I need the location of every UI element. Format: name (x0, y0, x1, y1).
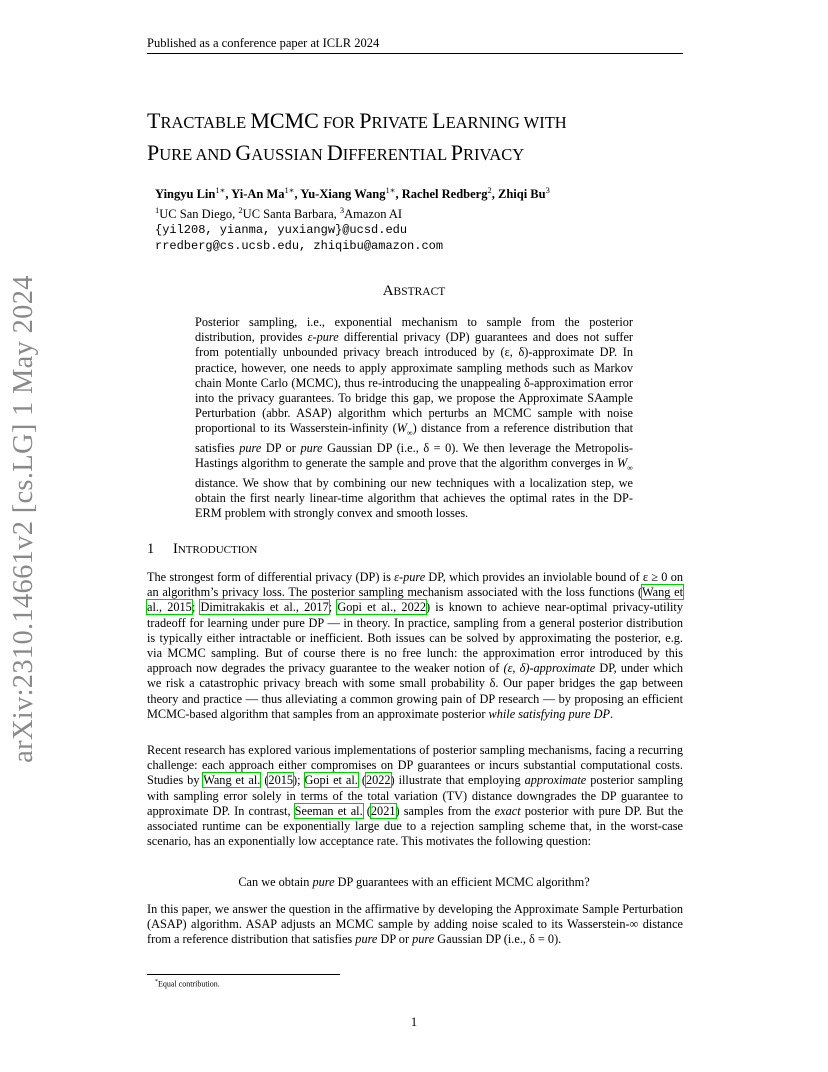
paper-title: TRACTABLE MCMC FOR PRIVATE LEARNING WITH PURE AND GAUSSIAN DIFFERENTIAL PRIVACY (147, 108, 567, 165)
research-question: Can we obtain pure DP guarantees with an efficient MCMC algorithm? (238, 875, 590, 889)
header-rule (147, 53, 683, 54)
intro-paragraph-1: The strongest form of differential privacy (DP) is ε-pure DP, which provides an inviolable bound of ε ≥ 0 on an algorithm’s privacy loss. The posterior sampling mechanism associated with the loss functions (Wang et al., 2015; Dimitrakakis et al., 2017; Gopi et al., 2022) is known to achieve near-optimal privacy-utility tradeoff for learning under pure DP — in theory. In practice, sampling from a general posterior distribution is typically either intractable or inefficient. Both issues can be solved by approximating the posterior, e.g. via MCMC sampling. But of course there is no free lunch: the approximation error introduced by this approach now degrades the privacy guarantee to the weaker notion of (ε, δ)-approximate DP, under which we risk a catastrophic privacy breach with some small probability δ. Our paper bridges the gap between theory and practice — thus alleviating a common growing pain of DP research — by proposing an efficient MCMC-based algorithm that samples from an approximate posterior while satisfying pure DP. (147, 570, 684, 721)
author-block (155, 182, 550, 254)
running-header: Published as a conference paper at ICLR 2024 (147, 36, 380, 50)
citation-link[interactable]: Gopi et al., 2022 (337, 600, 427, 615)
abstract-heading: ABSTRACT (382, 283, 446, 299)
citation-link[interactable]: Dimitrakakis et al., 2017 (200, 600, 329, 615)
citation-link[interactable]: Wang et al., 2015 (147, 585, 684, 615)
email-others: rredberg@cs.ucsb.edu, zhiqibu@amazon.com (155, 239, 444, 254)
email-ucsd: {yil208, yianma, yuxiangw}@ucsd.edu (155, 223, 408, 238)
citation-link[interactable]: 2015 (268, 773, 294, 788)
abstract-text: Posterior sampling, i.e., exponential mechanism to sample from the posterior distribution, provides ε-pure differential privacy (DP) guarantees and does not suffer from potentially unbounded privacy breach introduced by (ε, δ)-approximate DP. In practice, however, one needs to apply approximate sampling methods such as Markov chain Monte Carlo (MCMC), thus re-introducing the unappealing δ-approximation error into the privacy guarantees. To bridge this gap, we propose the Approximate SAample Perturbation (abbr. ASAP) algorithm which perturbs an MCMC sample with noise proportional to its Wasserstein-infinity $(W_\infty)$ distance from a reference distribution that satisfies pure DP or pure Gaussian DP (i.e., δ = 0). We then leverage the Metropolis-Hastings algorithm to generate the sample and prove that the algorithm converges in $W_\infty$ distance. We show that by combining our new techniques with a localization step, we obtain the first nearly linear-time algorithm that achieves the optimal rates in the DP-ERM problem with strongly convex and smooth losses. (195, 315, 634, 521)
citation-link[interactable]: Gopi et al. (304, 773, 358, 788)
footnote-rule (147, 974, 340, 975)
section-heading-introduction: 1 INTRODUCTION (147, 541, 258, 557)
arxiv-id: arXiv:2310.14661v2 [cs.LG] 1 May 2024 (8, 275, 39, 763)
affiliations: $^1$UC San Diego, $^2$UC Santa Barbara, $^3$Amazon AI (155, 205, 403, 222)
page-number: 1 (410, 1015, 418, 1029)
citation-link[interactable]: Wang et al. (203, 773, 261, 788)
citation-link[interactable]: 2021 (370, 803, 396, 818)
arxiv-watermark (6, 275, 42, 763)
citation-link[interactable]: 2022 (365, 773, 391, 788)
citation-link[interactable]: Seeman et al. (294, 803, 363, 818)
author-list: Yingyu Lin$^{1∗}$, Yi-An $Ma^{1∗}$, Yu-Xiang Wang$^{1∗}$, Rachel Redberg$^2$, Zhiqi Bu$^3$ (155, 185, 550, 202)
intro-paragraph-2: Recent research has explored various implementations of posterior sampling mechanisms, facing a recurring challenge: each approach either compromises on DP guarantees or incurs substantial computational costs. Studies by Wang et al. (2015); Gopi et al. (2022) illustrate that employing approximate posterior sampling with sampling error solely in terms of the total variation (TV) distance downgrades the DP guarantee to approximate DP. In contrast, Seeman et al. (2021) samples from the exact posterior with pure DP. But the associated runtime can be exponentially large due to a rejection sampling scheme that, in the worst-case scenario, has an exponentially low acceptance rate. This motivates the following question: (147, 743, 684, 849)
footnote: *Equal contribution. (155, 979, 220, 989)
intro-paragraph-3: In this paper, we answer the question in the affirmative by developing the Approximate Sample Perturbation (ASAP) algorithm. ASAP adjusts an MCMC sample by adding noise scaled to its Wasserstein-∞ distance from a reference distribution that satisfies pure DP or pure Gaussian DP (i.e., δ = 0). (147, 902, 683, 947)
